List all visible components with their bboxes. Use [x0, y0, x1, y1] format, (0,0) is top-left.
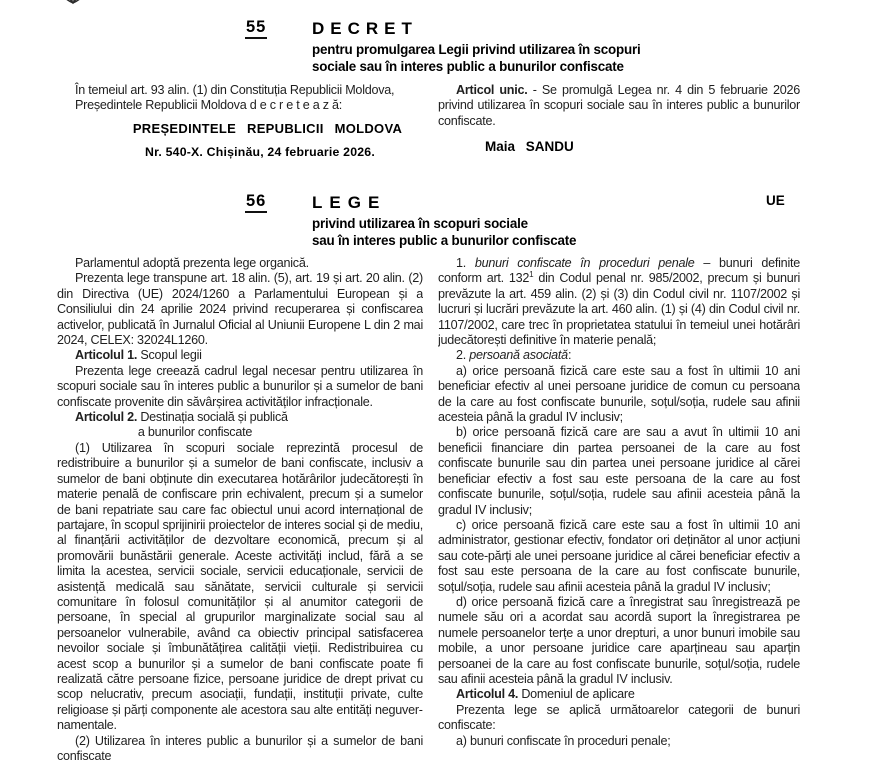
law-title-line-1: privind utilizarea în scopuri sociale: [312, 216, 528, 231]
law-type: LEGE: [312, 193, 387, 212]
eu-badge: UE: [766, 193, 785, 208]
decree-heading: [312, 19, 640, 75]
decree-body-right: [438, 83, 800, 154]
president-title: PREȘEDINTELE REPUBLICII MOLDOVA: [132, 120, 403, 136]
paragraph: b) orice persoană fizică care are sau a avut în ultimii 10 ani beneficii financiare din partea persoanei de la care au fost confiscate bunurile sau din partea unei persoane juridice al cărei beneficiar efectiv a fost sau este persoana de la care au fost confiscate bunurile, soțul/soția, rudele sau afinii acesteia până la gradul IV inclusiv;: [438, 425, 800, 517]
decree-article-unic: [438, 83, 800, 129]
law-column-left: [57, 256, 423, 771]
article-unic-text: - Se promulgă Legea nr. 4 din 5 februarie 2026 privind utilizarea în scopuri sociale sau în interes public a bunurilor confiscate.: [438, 83, 800, 128]
decree-title-line-2: sociale sau în interes public a bunurilor confiscate: [312, 59, 624, 74]
paragraph: Parlamentul adoptă prezenta lege organică.: [75, 256, 309, 270]
president-signature: Maia SANDU: [485, 139, 574, 155]
decree-title-line-1: pentru promulgarea Legii privind utilizarea în scopuri: [312, 42, 641, 57]
decree-item-number: 55: [245, 18, 267, 39]
paragraph: (1) Utilizarea în scopuri sociale reprezintă procesul de redistribuire a bunurilor și a sumelor de bani confiscate, inclusiv a sumelor de bani obținute din executarea hotărârilor judecătorești în materie penală de confiscare prin echivalent, precum și a sumelor de bani repatriate sau care fac obiectul unui acord internațional de partajare, în scopul sprijinirii proiectelor de interes social și de mediu, al finanțării activităților de dezvoltare economică, precum și al promovării bunăstării generale. Aceste activități includ, fără a se limita la acestea, servicii sociale, servicii educaționale, servicii de asistență medicală sau sănătate, servicii culturale și servicii comunitare în folosul comunităților și al anumitor categorii de persoane, în special al grupurilor marginalizate social sau al persoanelor vulnerabile, având ca obiectiv principal satisfacerea nevoilor sociale și îmbunătățirea calității vieții. Redistribuirea cu acest scop a bunurilor și a sumelor de bani confiscate poate fi realizată către persoane fizice, persoane juridice de drept privat cu scop nelucrativ, precum asociații, fundații, instituții private, culte religioase și părți componente ale acestora sau alte entități neguvernamentale.: [57, 440, 423, 733]
paragraph: a) bunuri confiscate în proceduri penale;: [456, 733, 671, 748]
paragraph: a) orice persoană fizică care este sau a fost în ultimii 10 ani beneficiar efectiv al unei persoane juridice de comun cu persoana de la care au fost confiscate bunurile, soțul/soția, rudele sau afinii acesteia până la gradul IV inclusiv;: [438, 363, 800, 425]
paragraph: Președintele Republicii Moldova d e c r e t e a z ă:: [75, 98, 343, 113]
law-item-number: 56: [245, 192, 267, 213]
decree-number-date: Nr. 540-X. Chișinău, 24 februarie 2026.: [145, 144, 375, 159]
paragraph: Prezenta lege transpune art. 18 alin. (5), art. 19 și art. 20 alin. (2) din Directiva (UE) 2024/1260 a Parlamentului European și a Consiliului din 24 aprilie 2024 privind recuperarea și confiscarea activelor, publicată în Jurnalul Oficial al Uniunii Europene L din 2 mai 2024, CELEX: 32024L1260.: [57, 271, 423, 348]
paragraph: c) orice persoană fizică care este sau a fost în ultimii 10 ani administrator, gestionar efectiv, fondator ori deținător al unor acțiuni sau cote-părți ale unei persoane juridice al cărei beneficiar efectiv a fost sau este persoana de la care au fost confiscate bunurile, soțul/soția, rudele sau afinii acesteia până la gradul IV inclusiv;: [438, 517, 800, 594]
paragraph: (2) Utilizarea în interes public a bunurilor și a sumelor de bani confiscate: [57, 733, 423, 763]
law-column-right: [438, 256, 800, 771]
paragraph: Articolul 2. Destinația socială și publică: [75, 410, 288, 425]
decree-paragraphs: [57, 83, 423, 114]
article-unic-lead: Articol unic.: [456, 83, 528, 97]
paragraph: a bunurilor confiscate: [137, 425, 253, 440]
paragraph: 2. persoană asociată:: [456, 348, 572, 363]
paragraph: Articolul 4. Domeniul de aplicare: [456, 687, 635, 702]
law-heading: [312, 193, 576, 249]
paragraph: Prezenta lege se aplică următoarelor categorii de bunuri confiscate:: [438, 702, 800, 733]
decree-body-left: [57, 83, 423, 159]
decree-type: DECRET: [312, 19, 418, 38]
paragraph: În temeiul art. 93 alin. (1) din Constituția Republicii Moldova,: [75, 83, 395, 97]
state-emblem-icon: [54, 0, 92, 12]
law-title-line-2: sau în interes public a bunurilor confiscate: [312, 233, 577, 248]
paragraph: 1. bunuri confiscate în proceduri penale – bunuri definite conform art. $132^1$ din Codul penal nr. 985/2002, precum și bunuri prevăzute la art. 459 alin. (2) și (3) din Codul civil nr. 1107/2002 și lucruri și lucrări prevăzute la art. 460 alin. (1) și (4) din Codul civil nr. 1107/2002, care trec în proprietatea statului în temeiul unei hotărâri judecătorești definitive în materie penală;: [438, 256, 800, 348]
paragraph: Articolul 1. Scopul legii: [75, 348, 202, 363]
paragraph: d) orice persoană fizică care a înregistrat sau înregistrează pe numele său ori a acordat sau acordă suport la înregistrarea pe numele persoanelor terțe a unor drepturi, a unor bunuri imobile sau mobile, a unor persoane juridice care aparțineau sau aparțin persoanei de la care au fost confiscate bunurile, soțul/soția, rudele sau afinii acesteia până la gradul IV inclusiv.: [438, 594, 800, 686]
paragraph: Prezenta lege creează cadrul legal necesar pentru utilizarea în scopuri sociale sau în interes public a bunurilor și a sumelor de bani confiscate provenite din săvârșirea activităților infracționale.: [57, 363, 423, 409]
